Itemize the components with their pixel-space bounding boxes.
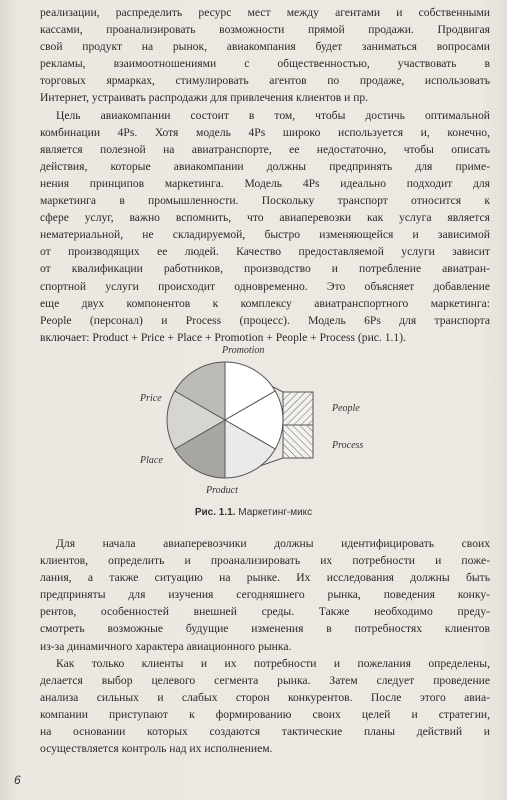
text-line: Как только клиенты и их потребности и пожелания определены,: [56, 656, 490, 670]
text-line: People (персонал) и Process (процесс). Модель 6Ps для транспорта: [40, 313, 490, 327]
text-line: на основании которых создаются тактические планы действий и: [40, 725, 490, 739]
text-line: является полезной на авиатранспорте, ее недостаточно, чтобы описать: [40, 142, 490, 156]
text-line: сфере услуг, важно вспомнить, что авиаперевозки как услуга является: [40, 211, 490, 225]
text-line: осуществляется контроль над их исполнением.: [40, 742, 273, 756]
text-line: включает: Product + Price + Place + Promotion + People + Process (рис. 1.1).: [40, 330, 406, 344]
text-line: нематериальной, не складируемой, быстро изменяющейся и зависимой: [40, 228, 490, 242]
text-line: анализа сильных и слабых сторон конкурентов. После этого авиа-: [40, 690, 490, 704]
text-line: спортной услуги происходит одновременно. Это объясняет добавление: [40, 279, 490, 293]
label-people: People: [332, 403, 360, 414]
label-promotion: Promotion: [222, 345, 265, 356]
text-line: от производящих ее людей. Качество предоставляемой услуги зависит: [40, 245, 490, 259]
text-line: Для начала авиаперевозчики должны идентифицировать своих: [56, 537, 490, 550]
marketing-mix-figure: [130, 345, 390, 496]
process-box: [283, 425, 313, 458]
label-price: Price: [140, 393, 162, 404]
paragraph-3: [40, 535, 490, 655]
figure-caption: [0, 507, 507, 518]
text-line: комбинации 4Ps. Хотя модель 4Ps широко используется и, конечно,: [40, 125, 490, 139]
people-box: [283, 392, 313, 425]
caption-text: Маркетинг-микс: [238, 507, 313, 518]
label-place: Place: [140, 455, 163, 466]
text-block-bottom: [40, 535, 490, 757]
text-line: торговых ярмарках, стимулировать агентов по продаже, использовать: [40, 74, 490, 88]
paragraph-4: [40, 655, 490, 758]
text-line: от квалификации работников, производство и потребление авиатран-: [40, 262, 490, 276]
text-line: делается выбор целевого сегмента рынка. Затем следует проведение: [40, 673, 490, 687]
text-line: из-за динамичного характера авиационного рынка.: [40, 639, 292, 653]
text-line: еще двух компонентов к комплексу авиатранспортного маркетинга:: [40, 296, 490, 310]
text-line: предприняты для изучения сегодняшнего рынка, поведения конку-: [40, 588, 490, 602]
paragraph-1: [40, 4, 490, 107]
text-line: реализации, распределить ресурс мест между агентами и собственными: [40, 6, 490, 19]
text-line: Цель авиакомпании состоит в том, чтобы достичь оптимальной: [56, 108, 490, 122]
label-process: Process: [332, 440, 364, 451]
text-line: рекламы, взаимоотношениями с общественностью, участвовать в: [40, 57, 490, 71]
text-line: свой продукт на рынок, авиакомпания будет заниматься вопросами: [40, 40, 490, 54]
text-line: Интернет, устраивать распродажи для привлечения клиентов и пр.: [40, 91, 369, 105]
text-line: компании приступают к формированию своих целей и стратегии,: [40, 707, 490, 721]
text-line: действия, которые авиакомпании должны предпринять для приме-: [40, 159, 490, 173]
label-product: Product: [206, 485, 238, 496]
caption-number: Рис. 1.1.: [194, 507, 236, 518]
text-line: кассами, проанализировать возможности прямой продажи. Продвигая: [40, 23, 490, 37]
text-line: смотреть возможные будущие изменения в потребностях клиентов: [40, 622, 490, 636]
text-line: маркетинга в промышленности. Поскольку транспорт относится к: [40, 194, 490, 208]
paragraph-2: [40, 107, 490, 346]
text-block-top: [40, 4, 490, 346]
marketing-mix-diagram: [130, 355, 390, 485]
text-line: нения принципов маркетинга. Модель 4Ps идеально подходит для: [40, 176, 490, 190]
page-number: 6: [14, 773, 21, 787]
text-line: рентов, особенностей внешней среды. Также необходимо преду-: [40, 605, 490, 619]
text-line: лания, а также ситуацию на рынке. Их исследования должны быть: [40, 571, 490, 585]
text-line: клиентов, определить и проанализировать их потребности и поже-: [40, 554, 490, 568]
